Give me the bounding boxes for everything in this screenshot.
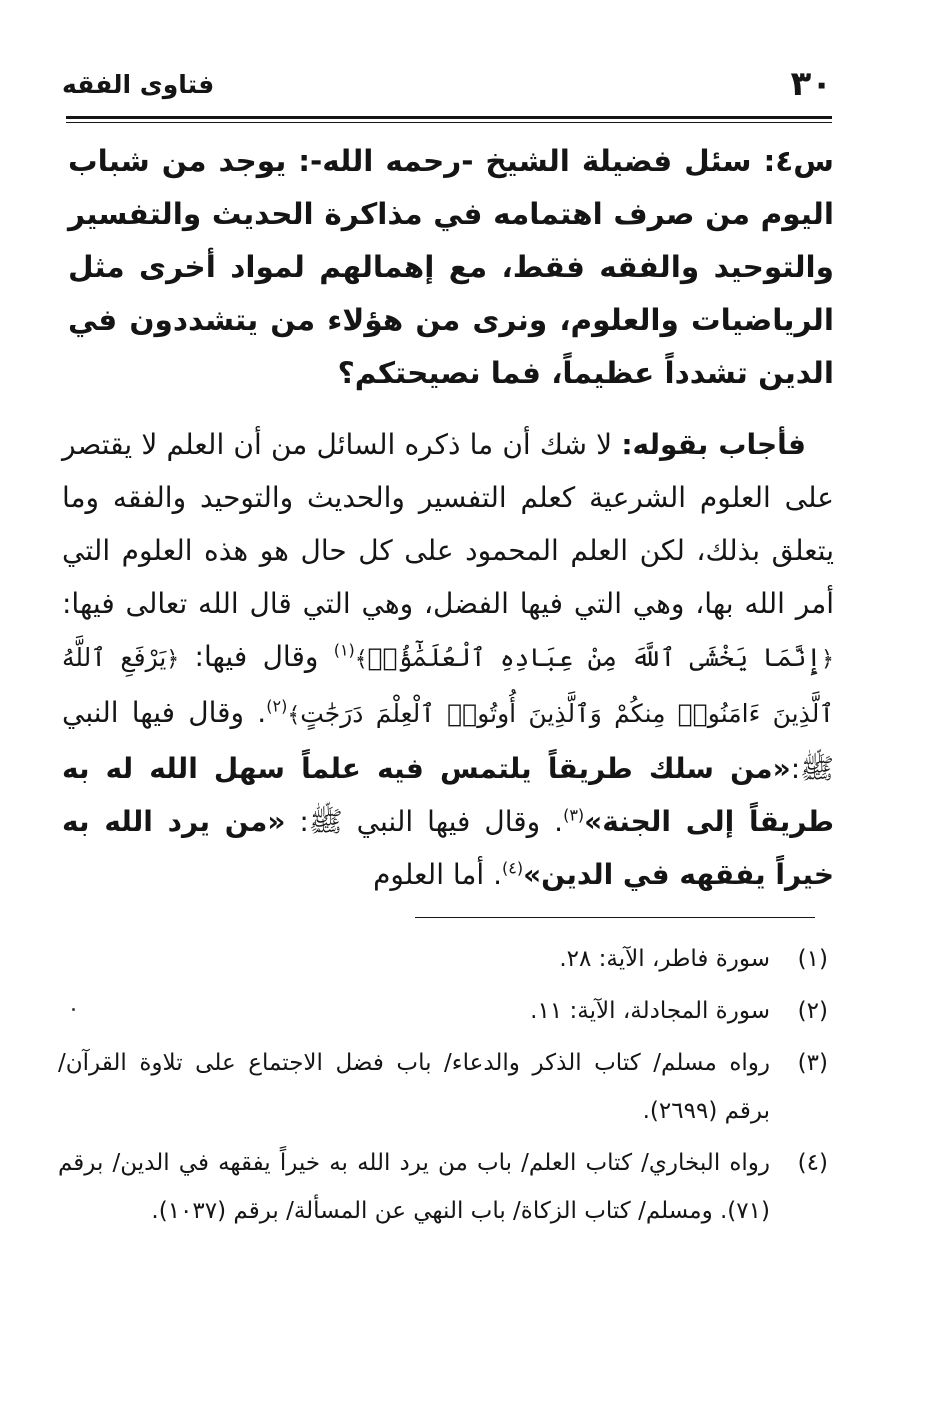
footnote-number: (٤) xyxy=(797,1150,828,1176)
quran-close-bracket-icon: ﴾ xyxy=(287,703,301,728)
footnote-separator xyxy=(415,917,815,918)
quran-open-bracket-icon: ﴿ xyxy=(821,647,834,672)
page-number: ٣٠ xyxy=(790,64,832,104)
footnote-item xyxy=(58,935,828,983)
answer-text-5: . أما العلوم xyxy=(373,858,502,891)
footnote-text: رواه البخاري/ كتاب العلم/ باب من يرد الله به خيراً يفقهه في الدين/ برقم (٧١). ومسلم/ كتاب الزكاة/ باب النهي عن المسألة/ برقم (١٠٣٧). xyxy=(58,1150,770,1224)
footnote-number: (١) xyxy=(797,946,828,972)
hadith-2: «من يرد الله به خيراً يفقهه في الدين» xyxy=(62,805,834,891)
answer-text-1: لا شك أن ما ذكره السائل من أن العلم لا يقتصر على العلوم الشرعية كعلم التفسير والحديث والتوحيد والفقه وما يتعلق بذلك، لكن العلم المحمود على كل حال هو هذه العلوم التي أمر الله بها، وهي التي فيها الفضل، وهي التي قال الله تعالى فيها: xyxy=(62,428,834,620)
quran-close-bracket-icon: ﴾ xyxy=(354,647,368,672)
footnote-ref-2: (٢) xyxy=(266,696,288,716)
footnote-ref-3: (٣) xyxy=(563,805,585,825)
footnote-item xyxy=(58,1139,828,1235)
footnote-item xyxy=(58,1039,828,1135)
footnote-item xyxy=(58,987,828,1035)
answer-text-4: . وقال فيها النبي ﷺ: xyxy=(299,805,564,838)
header-rule-thick xyxy=(66,116,832,119)
footnote-number: (٢) xyxy=(797,998,828,1024)
footnotes-list xyxy=(58,935,828,1239)
footnote-text: سورة فاطر، الآية: ٢٨. xyxy=(559,946,770,972)
answer-paragraph xyxy=(62,418,834,901)
footnote-text: رواه مسلم/ كتاب الذكر والدعاء/ باب فضل الاجتماع على تلاوة القرآن/ برقم (٢٦٩٩). xyxy=(58,1050,770,1124)
page-header xyxy=(62,62,832,112)
quran-verse-1: إِنَّمَا يَخْشَى ٱللَّهَ مِنْ عِبَادِهِ ٱلْعُلَمَٰٓؤُا۟ xyxy=(367,643,822,672)
footnote-ref-1: (١) xyxy=(333,640,355,660)
book-title: فتاوى الفقه xyxy=(62,70,215,99)
hadith-1: «من سلك طريقاً يلتمس فيه علماً سهل الله له به طريقاً إلى الجنة» xyxy=(62,752,835,838)
footnote-text: سورة المجادلة، الآية: ١١. xyxy=(530,998,770,1024)
answer-text-3: . وقال فيها النبي ﷺ: xyxy=(62,696,834,785)
footnote-number: (٣) xyxy=(797,1050,828,1076)
quran-open-bracket-icon: ﴿ xyxy=(166,647,180,672)
scan-speck xyxy=(72,1008,75,1011)
answer-lead: فأجاب بقوله: xyxy=(621,428,806,461)
header-rule-thin xyxy=(66,122,832,123)
answer-text-2: وقال فيها: xyxy=(194,640,319,673)
question-text: سئل فضيلة الشيخ -رحمه الله-: يوجد من شباب اليوم من صرف اهتمامه في مذاكرة الحديث والتفسير والتوحيد والفقه فقط، مع إهمالهم لمواد أخرى مثل الرياضيات والعلوم، ونرى من هؤلاء من يتشددون في الدين تشدداً عظيماً، فما نصيحتكم؟ xyxy=(68,144,834,390)
quran-verse-2: يَرْفَعِ ٱللَّهُ ٱلَّذِينَ ءَامَنُوا۟ مِنكُمْ وَٱلَّذِينَ أُوتُوا۟ ٱلْعِلْمَ دَرَجَٰتٍ xyxy=(62,643,835,728)
footnote-ref-4: (٤) xyxy=(502,858,524,878)
question-label: س٤: xyxy=(763,144,834,178)
question-paragraph xyxy=(68,135,834,400)
